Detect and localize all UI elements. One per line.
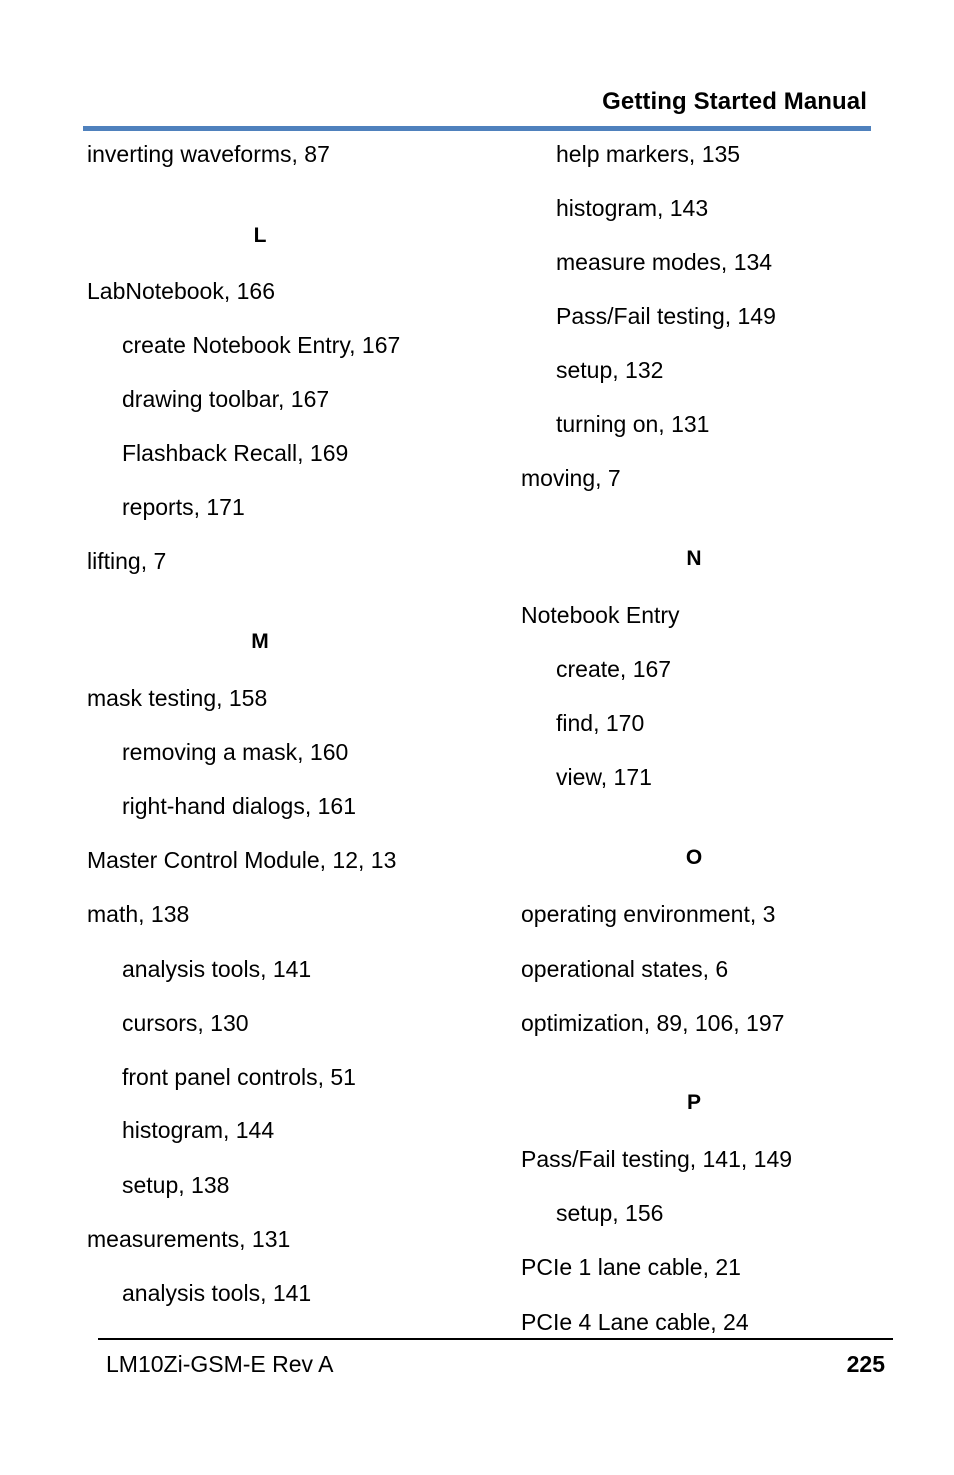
index-subentry: histogram, 143 bbox=[556, 195, 709, 221]
index-subentry: drawing toolbar, 167 bbox=[122, 386, 330, 412]
footer-rule bbox=[98, 1338, 893, 1340]
index-subentry: histogram, 144 bbox=[122, 1117, 275, 1143]
index-entry: math, 138 bbox=[87, 901, 190, 927]
index-entry: Notebook Entry bbox=[521, 602, 680, 628]
index-subentry: measure modes, 134 bbox=[556, 249, 773, 275]
index-subentry: find, 170 bbox=[556, 710, 645, 736]
index-subentry: view, 171 bbox=[556, 764, 652, 790]
index-entry: lifting, 7 bbox=[87, 548, 167, 574]
header-rule bbox=[83, 126, 871, 131]
index-entry: LabNotebook, 166 bbox=[87, 278, 275, 304]
index-subentry: Flashback Recall, 169 bbox=[122, 440, 349, 466]
footer-document-id: LM10Zi-GSM-E Rev A bbox=[106, 1351, 334, 1377]
index-entry: Master Control Module, 12, 13 bbox=[87, 847, 397, 873]
index-subentry: Pass/Fail testing, 149 bbox=[556, 303, 776, 329]
index-subentry: right-hand dialogs, 161 bbox=[122, 793, 356, 819]
index-subentry: turning on, 131 bbox=[556, 411, 710, 437]
index-letter-heading: O bbox=[685, 846, 703, 869]
running-header-title: Getting Started Manual bbox=[602, 88, 867, 115]
index-letter-heading: N bbox=[686, 547, 702, 570]
index-subentry: help markers, 135 bbox=[556, 141, 741, 167]
index-subentry: create, 167 bbox=[556, 656, 672, 682]
index-subentry: setup, 132 bbox=[556, 357, 664, 383]
footer-page-number: 225 bbox=[846, 1351, 885, 1377]
index-subentry: removing a mask, 160 bbox=[122, 739, 349, 765]
index-subentry: setup, 138 bbox=[122, 1172, 230, 1198]
index-subentry: cursors, 130 bbox=[122, 1010, 249, 1036]
index-subentry: setup, 156 bbox=[556, 1200, 664, 1226]
index-subentry: create Notebook Entry, 167 bbox=[122, 332, 401, 358]
index-letter-heading: P bbox=[686, 1091, 701, 1114]
index-entry: optimization, 89, 106, 197 bbox=[521, 1010, 785, 1036]
index-entry: measurements, 131 bbox=[87, 1226, 291, 1252]
index-subentry: front panel controls, 51 bbox=[122, 1064, 356, 1090]
index-entry: inverting waveforms, 87 bbox=[87, 141, 330, 167]
index-entry: PCIe 4 Lane cable, 24 bbox=[521, 1309, 749, 1335]
index-entry: PCIe 1 lane cable, 21 bbox=[521, 1254, 741, 1280]
index-subentry: analysis tools, 141 bbox=[122, 956, 312, 982]
index-entry: operational states, 6 bbox=[521, 956, 729, 982]
index-entry: Pass/Fail testing, 141, 149 bbox=[521, 1146, 793, 1172]
index-entry: mask testing, 158 bbox=[87, 685, 268, 711]
index-subentry: analysis tools, 141 bbox=[122, 1280, 312, 1306]
index-letter-heading: L bbox=[253, 224, 267, 247]
index-letter-heading: M bbox=[251, 630, 269, 653]
index-entry: operating environment, 3 bbox=[521, 901, 776, 927]
index-subentry: reports, 171 bbox=[122, 494, 245, 520]
index-entry: moving, 7 bbox=[521, 465, 621, 491]
